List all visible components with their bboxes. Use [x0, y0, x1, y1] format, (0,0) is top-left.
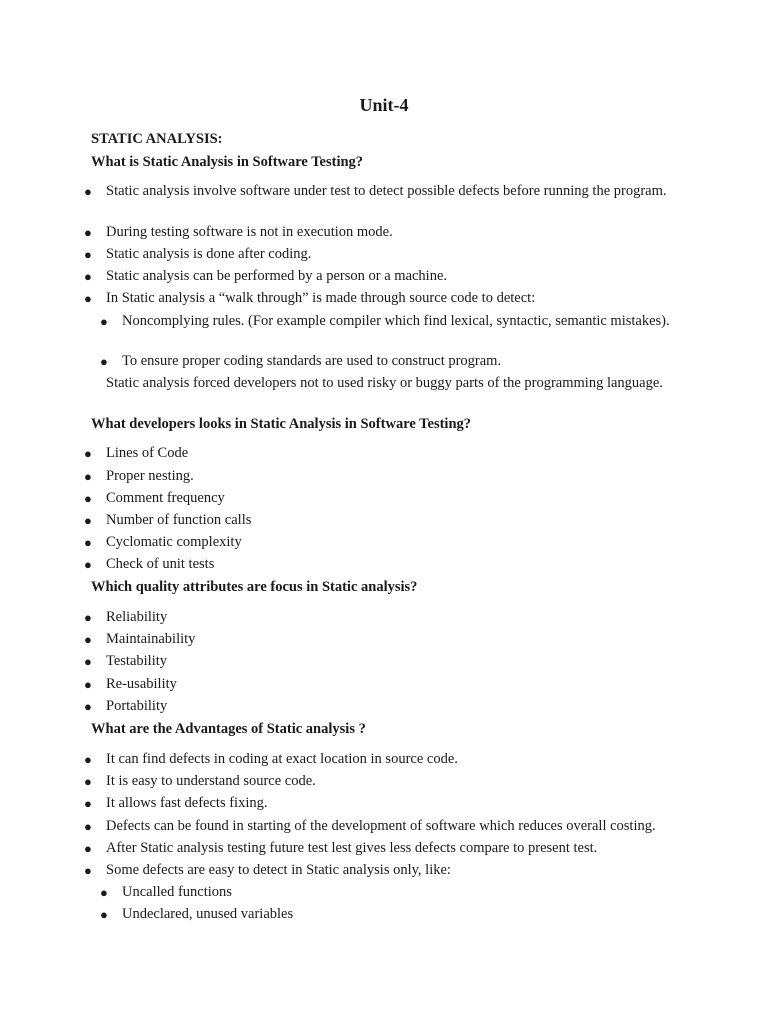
bullet-icon: ●: [100, 885, 108, 900]
list-item-text: Number of function calls: [106, 512, 252, 528]
list-item-text: Check of unit tests: [106, 556, 215, 572]
list-item-text: Undeclared, unused variables: [122, 906, 294, 922]
question-heading-advantages: What are the Advantages of Static analysis ?: [91, 721, 366, 737]
list-item-text: During testing software is not in execution mode.: [106, 224, 393, 240]
bullet-icon: ●: [84, 610, 92, 625]
list-item-text: Portability: [106, 698, 168, 714]
list-item-text: Re-usability: [106, 676, 177, 692]
list-item-text: Cyclomatic complexity: [106, 534, 242, 550]
list-item-text: Noncomplying rules. (For example compiler which find lexical, syntactic, semantic mistakes).: [122, 313, 670, 329]
note-paragraph: Static analysis forced developers not to used risky or buggy parts of the programming language.: [106, 375, 663, 391]
list-item-text: To ensure proper coding standards are used to construct program.: [122, 353, 502, 369]
bullet-icon: ●: [84, 557, 92, 572]
list-item-text: Comment frequency: [106, 490, 225, 506]
bullet-icon: ●: [84, 677, 92, 692]
bullet-icon: ●: [84, 774, 92, 789]
bullet-icon: ●: [84, 446, 92, 461]
bullet-icon: ●: [100, 314, 108, 329]
bullet-icon: ●: [84, 225, 92, 240]
bullet-icon: ●: [100, 354, 108, 369]
list-item-text: It allows fast defects fixing.: [106, 795, 268, 811]
bullet-icon: ●: [84, 469, 92, 484]
bullet-icon: ●: [84, 291, 92, 306]
list-item-text: After Static analysis testing future test lest gives less defects compare to present test.: [106, 840, 598, 856]
list-item-text: Static analysis can be performed by a person or a machine.: [106, 268, 448, 284]
list-item-text: Lines of Code: [106, 445, 189, 461]
list-item-text: Testability: [106, 653, 168, 669]
bullet-icon: ●: [84, 184, 92, 199]
list-item-text: In Static analysis a “walk through” is made through source code to detect:: [106, 290, 536, 306]
bullet-icon: ●: [100, 907, 108, 922]
page-title: Unit-4: [359, 95, 409, 115]
bullet-icon: ●: [84, 269, 92, 284]
bullet-icon: ●: [84, 841, 92, 856]
question-heading-quality-attributes: Which quality attributes are focus in Static analysis?: [91, 579, 418, 595]
question-heading-developers: What developers looks in Static Analysis in Software Testing?: [91, 416, 472, 432]
list-item-text: Maintainability: [106, 631, 196, 647]
list-item-text: Reliability: [106, 609, 168, 625]
list-item-text: It is easy to understand source code.: [106, 773, 316, 789]
question-heading-static-analysis: What is Static Analysis in Software Testing?: [91, 154, 364, 170]
bullet-icon: ●: [84, 491, 92, 506]
list-item-text: Some defects are easy to detect in Static analysis only, like:: [106, 862, 451, 878]
list-item-text: Defects can be found in starting of the development of software which reduces overall costing.: [106, 818, 656, 834]
bullet-icon: ●: [84, 247, 92, 262]
bullet-icon: ●: [84, 654, 92, 669]
list-item-text: Proper nesting.: [106, 468, 194, 484]
bullet-icon: ●: [84, 796, 92, 811]
section-title: STATIC ANALYSIS:: [91, 131, 223, 147]
bullet-icon: ●: [84, 752, 92, 767]
bullet-icon: ●: [84, 535, 92, 550]
bullet-icon: ●: [84, 819, 92, 834]
list-item-text: Static analysis involve software under test to detect possible defects before running the program.: [106, 183, 667, 199]
list-item-text: Static analysis is done after coding.: [106, 246, 312, 262]
list-item-text: Uncalled functions: [122, 884, 232, 900]
bullet-icon: ●: [84, 863, 92, 878]
list-item-text: It can find defects in coding at exact location in source code.: [106, 751, 458, 767]
bullet-icon: ●: [84, 699, 92, 714]
bullet-icon: ●: [84, 632, 92, 647]
bullet-icon: ●: [84, 513, 92, 528]
